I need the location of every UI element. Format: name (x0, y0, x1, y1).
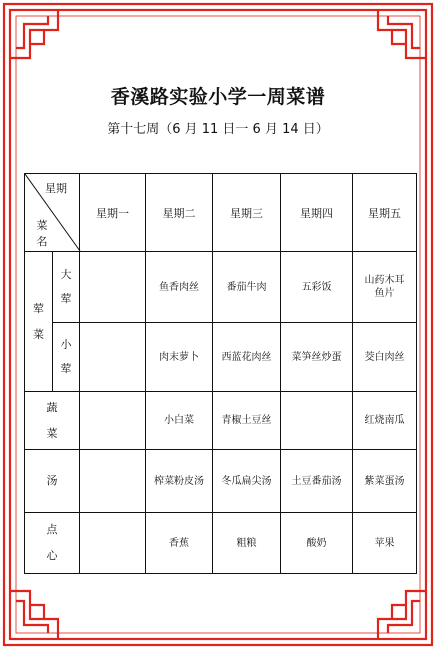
category-snack: 点 心 (25, 513, 80, 574)
dish-small-thu: 菜笋丝炒蛋 (281, 323, 353, 392)
category-soup: 汤 (25, 450, 80, 513)
category-vegetable: 蔬 菜 (25, 392, 80, 450)
category-meat: 荤 菜 (25, 252, 53, 392)
header-friday: 星期五 (353, 174, 417, 252)
dish-small-wed: 西蓝花肉丝 (213, 323, 281, 392)
page-subtitle: 第十七周（6 月 11 日一 6 月 14 日） (107, 122, 329, 137)
dish-soup-thu: 土豆番茄汤 (281, 450, 353, 513)
dish-big-mon (80, 252, 146, 323)
header-tuesday: 星期二 (146, 174, 213, 252)
dish-soup-tue: 榨菜粉皮汤 (146, 450, 213, 513)
weekly-menu-table (24, 173, 417, 574)
header-thursday: 星期四 (281, 174, 353, 252)
header-monday: 星期一 (80, 174, 146, 252)
dish-snack-tue: 香蕉 (146, 513, 213, 574)
dish-snack-thu: 酸奶 (281, 513, 353, 574)
dish-soup-wed: 冬瓜扁尖汤 (213, 450, 281, 513)
dish-snack-wed: 粗粮 (213, 513, 281, 574)
corner-header-cell (25, 174, 80, 252)
header-wednesday: 星期三 (213, 174, 281, 252)
dish-big-tue: 鱼香肉丝 (146, 252, 213, 323)
row-small-meat (25, 323, 417, 392)
dish-big-wed: 番茄牛肉 (213, 252, 281, 323)
subcategory-small-meat: 小 荤 (53, 323, 80, 392)
dish-big-thu: 五彩饭 (281, 252, 353, 323)
dish-snack-fri: 苹果 (353, 513, 417, 574)
corner-day-label: 星期 (45, 182, 67, 195)
dish-soup-fri: 紫菜蛋汤 (353, 450, 417, 513)
row-vegetable (25, 392, 417, 450)
row-big-meat (25, 252, 417, 323)
dish-veg-fri: 红烧南瓜 (353, 392, 417, 450)
dish-small-mon (80, 323, 146, 392)
page-title: 香溪路实验小学一周菜谱 (110, 86, 326, 108)
dish-snack-mon (80, 513, 146, 574)
dish-veg-wed: 青椒土豆丝 (213, 392, 281, 450)
dish-small-tue: 肉末萝卜 (146, 323, 213, 392)
corner-dish-label: 菜 名 (36, 219, 48, 248)
dish-soup-mon (80, 450, 146, 513)
subcategory-big-meat: 大 荤 (53, 252, 80, 323)
dish-veg-thu (281, 392, 353, 450)
row-snack (25, 513, 417, 574)
dish-small-fri: 茭白肉丝 (353, 323, 417, 392)
dish-big-fri: 山药木耳 鱼片 (353, 252, 417, 323)
dish-veg-tue: 小白菜 (146, 392, 213, 450)
table-header-row (25, 174, 417, 252)
row-soup (25, 450, 417, 513)
dish-veg-mon (80, 392, 146, 450)
